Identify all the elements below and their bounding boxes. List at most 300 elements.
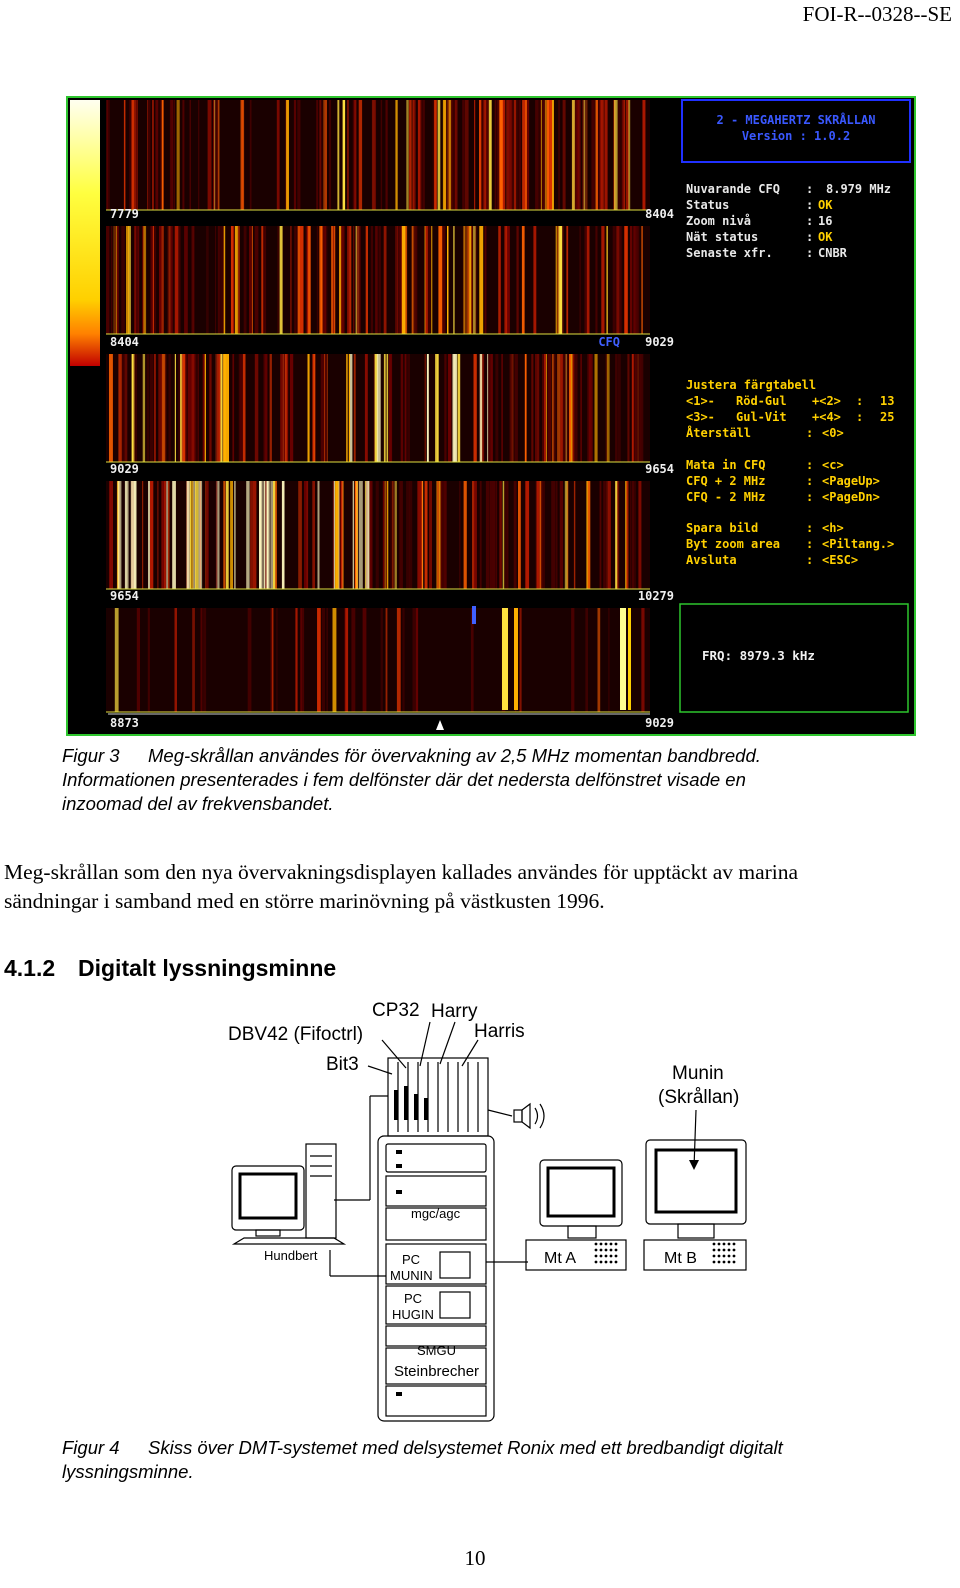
waterfall-trace bbox=[297, 100, 299, 210]
waterfall-trace bbox=[208, 100, 212, 210]
waterfall-trace bbox=[557, 354, 560, 462]
waterfall-trace bbox=[169, 354, 171, 462]
status-zoom-label: Zoom nivå bbox=[686, 214, 752, 228]
waterfall-trace bbox=[162, 100, 164, 210]
waterfall-trace bbox=[142, 481, 143, 589]
waterfall-trace bbox=[172, 481, 176, 589]
waterfall-trace bbox=[371, 226, 373, 334]
waterfall-trace bbox=[356, 481, 358, 589]
waterfall-trace bbox=[443, 100, 446, 210]
key-zoom-key: <Piltang.> bbox=[822, 537, 895, 551]
waterfall-trace bbox=[203, 608, 206, 712]
waterfall-trace bbox=[453, 354, 457, 462]
keypad-dot bbox=[610, 1255, 613, 1258]
color-line-1-value: 13 bbox=[880, 394, 895, 408]
waterfall-trace bbox=[525, 100, 527, 210]
waterfall-trace bbox=[282, 354, 284, 462]
waterfall-trace bbox=[298, 226, 300, 334]
waterfall-trace bbox=[250, 100, 252, 210]
status-net-label: Nät status bbox=[686, 230, 759, 244]
waterfall-trace bbox=[420, 100, 424, 210]
keypad-dot bbox=[728, 1261, 731, 1264]
waterfall-trace bbox=[273, 481, 275, 589]
keypad-dot bbox=[610, 1243, 613, 1246]
waterfall-trace bbox=[389, 354, 392, 462]
keypad-dot bbox=[728, 1249, 731, 1252]
keypad-dot bbox=[713, 1255, 716, 1258]
waterfall-trace bbox=[409, 100, 412, 210]
waterfall-trace bbox=[540, 481, 542, 589]
waterfall-trace bbox=[580, 354, 581, 462]
waterfall-trace bbox=[638, 354, 641, 462]
waterfall-trace bbox=[540, 100, 542, 210]
waterfall-trace bbox=[495, 100, 497, 210]
waterfall-trace bbox=[241, 100, 245, 210]
waterfall-trace bbox=[486, 481, 489, 589]
key-save-colon: : bbox=[806, 521, 814, 535]
waterfall-trace bbox=[641, 608, 644, 712]
keypad-dot bbox=[713, 1261, 716, 1264]
waterfall-trace bbox=[556, 226, 557, 334]
key-save-key: <h> bbox=[822, 521, 844, 535]
keypad-dot bbox=[615, 1249, 618, 1252]
waterfall-trace bbox=[333, 481, 334, 589]
panel-1-right-label: 8404 bbox=[645, 207, 674, 221]
figure-4-text-1: Skiss över DMT-systemet med delsystemet Ronix med ett bredbandigt digitalt bbox=[148, 1437, 783, 1458]
cfq-pointer-icon bbox=[436, 720, 444, 730]
color-reset-key: <0> bbox=[822, 426, 844, 440]
waterfall-trace bbox=[198, 100, 199, 210]
waterfall-trace bbox=[148, 608, 150, 712]
keypad-dot bbox=[723, 1249, 726, 1252]
waterfall-trace bbox=[600, 481, 602, 589]
waterfall-trace bbox=[377, 354, 381, 462]
waterfall-panel-5 bbox=[106, 608, 650, 712]
waterfall-trace bbox=[560, 481, 563, 589]
waterfall-trace bbox=[605, 100, 608, 210]
waterfall-trace bbox=[280, 226, 283, 334]
waterfall-trace bbox=[226, 481, 229, 589]
waterfall-trace bbox=[480, 354, 482, 462]
status-cfq-colon: : bbox=[806, 182, 814, 196]
waterfall-trace bbox=[462, 100, 464, 210]
waterfall-trace bbox=[308, 226, 311, 334]
waterfall-trace bbox=[345, 608, 348, 712]
document-id: FOI-R--0328--SE bbox=[802, 2, 952, 26]
keypad-dot bbox=[733, 1255, 736, 1258]
waterfall-trace bbox=[308, 354, 310, 462]
waterfall-trace bbox=[604, 481, 608, 589]
keypad-dot bbox=[610, 1261, 613, 1264]
keypad-dot bbox=[605, 1243, 608, 1246]
label-dbv42: DBV42 (Fifoctrl) bbox=[228, 1024, 364, 1045]
waterfall-trace bbox=[267, 481, 269, 589]
waterfall-trace bbox=[508, 100, 512, 210]
waterfall-trace bbox=[264, 354, 267, 462]
waterfall-trace bbox=[453, 226, 455, 334]
status-status-value: OK bbox=[818, 198, 833, 212]
waterfall-trace bbox=[157, 481, 158, 589]
waterfall-trace bbox=[182, 100, 184, 210]
panel-1-left-label: 7779 bbox=[110, 207, 139, 221]
waterfall-trace bbox=[349, 354, 350, 462]
panel-5-left-label: 8873 bbox=[110, 716, 139, 730]
waterfall-trace bbox=[569, 354, 571, 462]
body-paragraph bbox=[4, 858, 954, 916]
waterfall-trace bbox=[414, 100, 416, 210]
waterfall-trace bbox=[632, 481, 634, 589]
color-line-2-colon: : bbox=[856, 410, 864, 424]
waterfall-trace bbox=[162, 226, 164, 334]
label-harris: Harris bbox=[474, 1021, 525, 1042]
label-mgc-agc: mgc/agc bbox=[411, 1206, 461, 1221]
waterfall-trace bbox=[216, 354, 218, 462]
waterfall-trace bbox=[525, 481, 529, 589]
waterfall-trace bbox=[223, 354, 226, 462]
waterfall-trace bbox=[488, 354, 491, 462]
waterfall-trace bbox=[159, 226, 162, 334]
panel-5-right-label: 9029 bbox=[645, 716, 674, 730]
keypad-dot bbox=[595, 1243, 598, 1246]
waterfall-trace bbox=[255, 354, 258, 462]
waterfall-trace bbox=[585, 608, 588, 712]
waterfall-trace bbox=[172, 100, 174, 210]
waterfall-trace bbox=[290, 226, 292, 334]
status-zoom-value: 16 bbox=[818, 214, 833, 228]
waterfall-trace bbox=[509, 354, 512, 462]
waterfall-trace bbox=[249, 226, 252, 334]
waterfall-trace bbox=[253, 481, 256, 589]
waterfall-trace bbox=[333, 226, 335, 334]
keypad-dot bbox=[595, 1261, 598, 1264]
waterfall-trace bbox=[409, 481, 412, 589]
keypad-dot bbox=[718, 1249, 721, 1252]
waterfall-trace bbox=[437, 481, 440, 589]
waterfall-trace bbox=[595, 226, 597, 334]
waterfall-trace bbox=[329, 100, 330, 210]
waterfall-trace bbox=[365, 354, 368, 462]
waterfall-trace bbox=[386, 608, 388, 712]
waterfall-trace bbox=[354, 354, 356, 462]
waterfall-trace bbox=[166, 481, 168, 589]
label-mt-b: Mt B bbox=[664, 1250, 697, 1267]
waterfall-trace bbox=[406, 100, 408, 210]
waterfall-trace bbox=[438, 100, 441, 210]
waterfall-trace bbox=[395, 100, 397, 210]
waterfall-trace bbox=[191, 481, 193, 589]
key-exit-key: <ESC> bbox=[822, 553, 859, 567]
waterfall-trace bbox=[118, 481, 121, 589]
waterfall-trace bbox=[507, 481, 508, 589]
waterfall-trace bbox=[243, 354, 246, 462]
waterfall-trace bbox=[107, 100, 108, 210]
waterfall-trace bbox=[114, 226, 117, 334]
waterfall-trace bbox=[485, 226, 487, 334]
waterfall-trace bbox=[630, 481, 631, 589]
waterfall-trace bbox=[248, 608, 252, 712]
waterfall-trace bbox=[220, 226, 224, 334]
keypad-dot bbox=[728, 1243, 731, 1246]
waterfall-trace bbox=[615, 354, 617, 462]
waterfall-trace bbox=[617, 354, 620, 462]
waterfall-trace bbox=[634, 226, 637, 334]
waterfall-trace bbox=[191, 226, 194, 334]
label-steinbrecher: Steinbrecher bbox=[394, 1363, 480, 1380]
frq-readout: FRQ: 8979.3 kHz bbox=[702, 648, 815, 663]
waterfall-trace bbox=[374, 354, 375, 462]
waterfall-trace bbox=[137, 608, 140, 712]
waterfall-trace bbox=[300, 608, 301, 712]
waterfall-trace bbox=[525, 354, 527, 462]
waterfall-trace bbox=[277, 100, 280, 210]
waterfall-trace bbox=[376, 481, 379, 589]
waterfall-trace bbox=[326, 608, 328, 712]
panel-2-right-label: 9029 bbox=[645, 335, 674, 349]
waterfall-trace bbox=[259, 481, 261, 589]
waterfall-trace bbox=[474, 354, 477, 462]
waterfall-trace bbox=[516, 226, 519, 334]
paragraph-line-1: Meg-skrållan som den nya övervakningsdisplayen kallades användes för upptäckt av marina bbox=[4, 860, 799, 884]
key-exit-colon: : bbox=[806, 553, 814, 567]
waterfall-panel-1 bbox=[106, 100, 650, 210]
waterfall-trace bbox=[585, 100, 588, 210]
status-xfr-colon: : bbox=[806, 246, 814, 260]
waterfall-trace bbox=[302, 608, 304, 712]
waterfall-trace bbox=[126, 226, 130, 334]
waterfall-trace bbox=[183, 354, 185, 462]
waterfall-trace bbox=[607, 354, 610, 462]
label-pc-hugin-1: PC bbox=[404, 1291, 423, 1306]
keypad-dot bbox=[600, 1243, 603, 1246]
waterfall-trace bbox=[299, 100, 300, 210]
waterfall-trace bbox=[234, 481, 235, 589]
waterfall-trace bbox=[318, 481, 320, 589]
waterfall-trace bbox=[111, 226, 113, 334]
waterfall-trace bbox=[431, 226, 432, 334]
waterfall-trace bbox=[444, 354, 446, 462]
page-number: 10 bbox=[464, 1546, 486, 1570]
keypad-dot bbox=[605, 1261, 608, 1264]
waterfall-trace bbox=[636, 226, 638, 334]
waterfall-trace bbox=[154, 226, 156, 334]
waterfall-trace bbox=[620, 226, 621, 334]
waterfall-trace bbox=[122, 354, 125, 462]
waterfall-trace bbox=[501, 354, 502, 462]
waterfall-trace bbox=[498, 226, 501, 334]
waterfall-trace bbox=[201, 608, 203, 712]
waterfall-trace bbox=[417, 481, 419, 589]
waterfall-trace bbox=[325, 354, 327, 462]
waterfall-trace bbox=[177, 100, 180, 210]
status-net-value: OK bbox=[818, 230, 833, 244]
waterfall-trace bbox=[175, 608, 178, 712]
waterfall-trace bbox=[608, 608, 609, 712]
waterfall-trace bbox=[446, 100, 449, 210]
waterfall-trace bbox=[598, 608, 601, 712]
waterfall-trace bbox=[624, 226, 628, 334]
waterfall-trace bbox=[413, 608, 417, 712]
waterfall-trace bbox=[549, 354, 551, 462]
waterfall-trace bbox=[337, 100, 339, 210]
waterfall-trace bbox=[545, 100, 547, 210]
waterfall-trace bbox=[263, 226, 266, 334]
waterfall-trace bbox=[322, 608, 325, 712]
waterfall-trace bbox=[346, 354, 348, 462]
waterfall-trace bbox=[321, 354, 325, 462]
waterfall-trace bbox=[230, 481, 233, 589]
waterfall-trace bbox=[397, 608, 401, 712]
waterfall-trace bbox=[125, 481, 127, 589]
waterfall-trace bbox=[379, 226, 381, 334]
keypad-dot bbox=[713, 1249, 716, 1252]
waterfall-trace bbox=[187, 481, 190, 589]
waterfall-trace bbox=[215, 100, 218, 210]
waterfall-trace bbox=[175, 226, 179, 334]
waterfall-trace bbox=[386, 100, 388, 210]
waterfall-trace bbox=[270, 481, 273, 589]
waterfall-trace bbox=[617, 481, 619, 589]
figure-4-number: Figur 4 bbox=[62, 1437, 120, 1458]
waterfall-trace bbox=[455, 100, 457, 210]
waterfall-trace bbox=[359, 481, 363, 589]
keypad-dot bbox=[600, 1255, 603, 1258]
waterfall-trace bbox=[606, 226, 607, 334]
waterfall-trace bbox=[535, 100, 539, 210]
waterfall-trace bbox=[422, 481, 423, 589]
waterfall-trace bbox=[580, 100, 581, 210]
waterfall-trace bbox=[600, 100, 603, 210]
zoom-trace bbox=[502, 608, 508, 710]
waterfall-trace bbox=[195, 481, 199, 589]
waterfall-trace bbox=[458, 354, 461, 462]
waterfall-trace bbox=[544, 354, 546, 462]
waterfall-trace bbox=[353, 226, 354, 334]
waterfall-trace bbox=[622, 100, 623, 210]
waterfall-trace bbox=[284, 354, 286, 462]
waterfall-trace bbox=[317, 608, 321, 712]
waterfall-trace bbox=[143, 354, 145, 462]
waterfall-trace bbox=[265, 481, 266, 589]
label-harry: Harry bbox=[431, 1001, 478, 1022]
waterfall-trace bbox=[626, 481, 628, 589]
waterfall-trace bbox=[162, 354, 165, 462]
waterfall-trace bbox=[147, 354, 150, 462]
waterfall-trace bbox=[158, 354, 162, 462]
waterfall-trace bbox=[124, 100, 126, 210]
waterfall-trace bbox=[441, 481, 444, 589]
waterfall-trace bbox=[165, 354, 167, 462]
waterfall-trace bbox=[580, 226, 581, 334]
waterfall-trace bbox=[280, 354, 282, 462]
waterfall-trace bbox=[357, 226, 361, 334]
waterfall-trace bbox=[390, 481, 393, 589]
waterfall-trace bbox=[109, 354, 113, 462]
waterfall-trace bbox=[155, 100, 158, 210]
figure-3-text-3: inzoomad del av frekvensbandet. bbox=[62, 793, 334, 814]
waterfall-trace bbox=[134, 481, 137, 589]
status-cfq-value: 8.979 MHz bbox=[826, 182, 892, 196]
screen-title: 2 - MEGAHERTZ SKRÅLLAN bbox=[716, 113, 876, 127]
color-reset-label: Återställ bbox=[686, 426, 752, 440]
section-title: Digitalt lyssningsminne bbox=[78, 955, 337, 981]
color-line-1-name: Röd-Gul bbox=[736, 394, 787, 408]
panel-2-cfq-mark: CFQ bbox=[598, 335, 620, 349]
waterfall-trace bbox=[425, 481, 428, 589]
waterfall-trace bbox=[566, 226, 568, 334]
waterfall-trace bbox=[425, 226, 428, 334]
waterfall-trace bbox=[179, 226, 180, 334]
waterfall-trace bbox=[298, 481, 302, 589]
waterfall-trace bbox=[106, 226, 109, 334]
waterfall-trace bbox=[384, 226, 387, 334]
megskrallan-screen bbox=[66, 96, 916, 736]
status-xfr-label: Senaste xfr. bbox=[686, 246, 773, 260]
status-cfq-label: Nuvarande CFQ bbox=[686, 182, 780, 196]
waterfall-trace bbox=[474, 481, 477, 589]
keypad-dot bbox=[713, 1243, 716, 1246]
waterfall-trace bbox=[384, 354, 386, 462]
color-line-1-colon: : bbox=[856, 394, 864, 408]
waterfall-trace bbox=[582, 100, 584, 210]
waterfall-trace bbox=[517, 100, 519, 210]
waterfall-trace bbox=[323, 100, 327, 210]
waterfall-trace bbox=[630, 226, 632, 334]
waterfall-trace bbox=[238, 226, 240, 334]
waterfall-trace bbox=[213, 100, 215, 210]
waterfall-trace bbox=[442, 226, 445, 334]
waterfall-trace bbox=[136, 226, 138, 334]
waterfall-trace bbox=[341, 226, 345, 334]
waterfall-trace bbox=[190, 100, 191, 210]
waterfall-trace bbox=[263, 354, 264, 462]
waterfall-trace bbox=[518, 481, 521, 589]
waterfall-trace bbox=[613, 226, 616, 334]
waterfall-trace bbox=[312, 481, 315, 589]
waterfall-trace bbox=[416, 608, 418, 712]
waterfall-trace bbox=[150, 354, 154, 462]
waterfall-trace bbox=[479, 226, 483, 334]
waterfall-trace bbox=[203, 354, 205, 462]
color-scale-bar bbox=[70, 100, 100, 366]
waterfall-trace bbox=[596, 100, 598, 210]
keypad-dot bbox=[718, 1255, 721, 1258]
waterfall-trace bbox=[150, 226, 151, 334]
waterfall-trace bbox=[514, 100, 517, 210]
waterfall-trace bbox=[132, 100, 135, 210]
waterfall-trace bbox=[448, 354, 451, 462]
waterfall-trace bbox=[399, 481, 402, 589]
waterfall-trace bbox=[153, 226, 154, 334]
keypad-dot bbox=[723, 1261, 726, 1264]
waterfall-trace bbox=[551, 481, 555, 589]
status-status-colon: : bbox=[806, 198, 814, 212]
waterfall-trace bbox=[595, 354, 598, 462]
key-zoom-label: Byt zoom area bbox=[686, 537, 780, 551]
waterfall-trace bbox=[537, 354, 540, 462]
waterfall-trace bbox=[402, 608, 404, 712]
waterfall-trace bbox=[393, 481, 395, 589]
waterfall-trace bbox=[199, 481, 203, 589]
waterfall-trace bbox=[407, 354, 410, 462]
waterfall-trace bbox=[642, 100, 644, 210]
keypad-dot bbox=[728, 1255, 731, 1258]
waterfall-trace bbox=[427, 354, 429, 462]
waterfall-trace bbox=[347, 100, 349, 210]
section-number: 4.1.2 bbox=[4, 955, 56, 981]
key-exit-label: Avsluta bbox=[686, 553, 737, 567]
key-cfq-up-key: <PageUp> bbox=[822, 474, 880, 488]
panel-3-right-label: 9654 bbox=[645, 462, 674, 476]
